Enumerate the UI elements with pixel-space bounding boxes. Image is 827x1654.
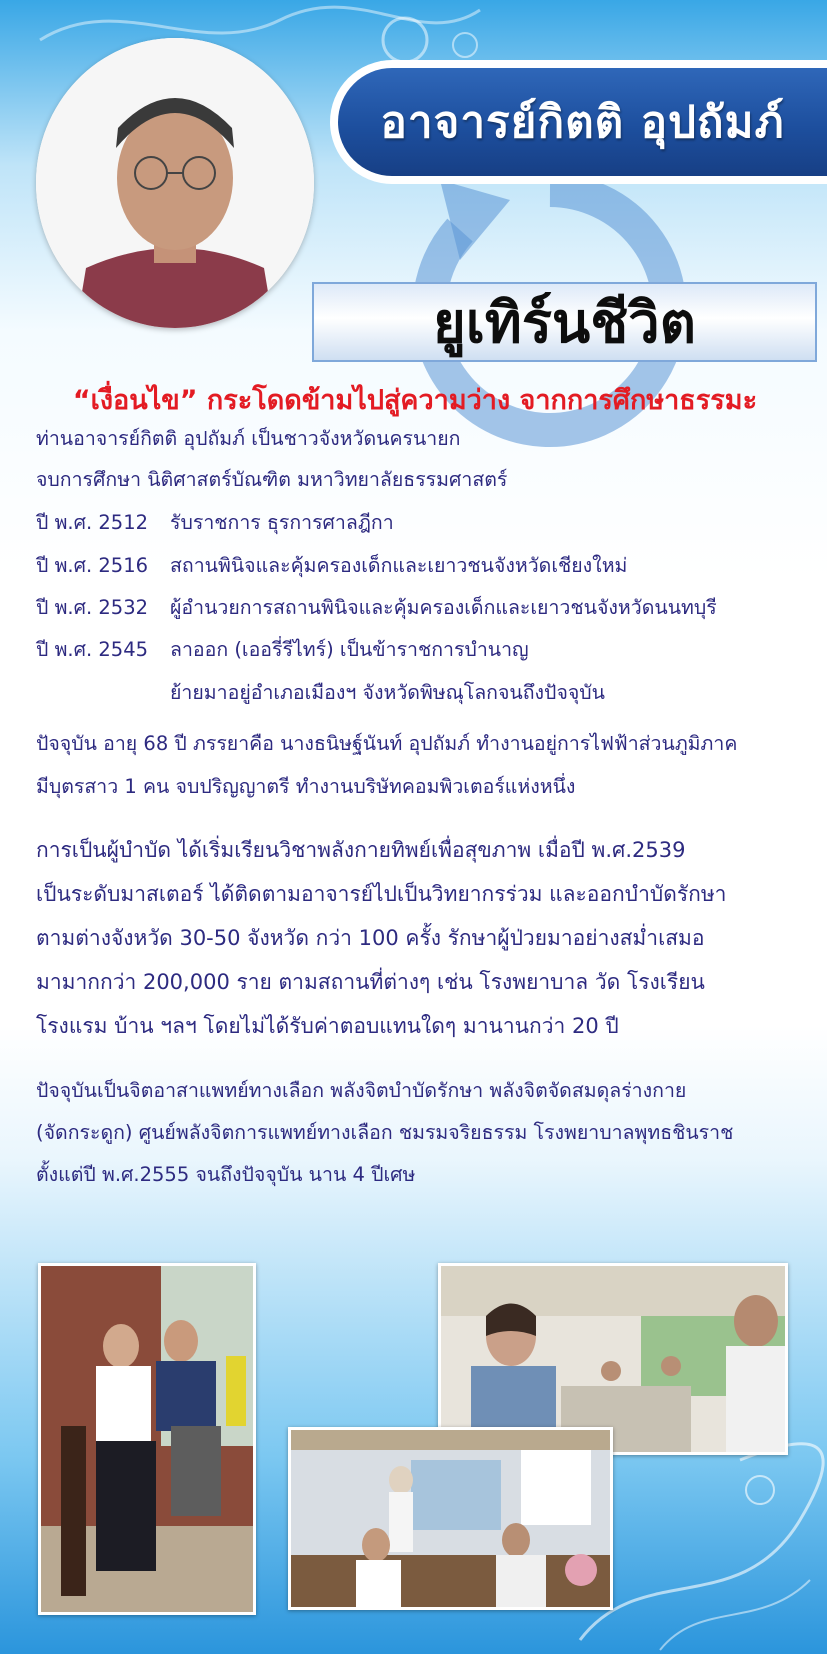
current-line: ปัจจุบันเป็นจิตอาสาแพทย์ทางเลือก พลังจิตบำบัดรักษา พลังจิตจัดสมดุลร่างกาย <box>36 1079 687 1102</box>
healer-line: ตามต่างจังหวัด 30-50 จังหวัด กว่า 100 ครั้ง รักษาผู้ป่วยมาอย่างสม่ำเสมอ <box>36 926 705 950</box>
photo-consultation <box>38 1263 256 1615</box>
timeline-year: ปี พ.ศ. 2545 <box>36 638 149 661</box>
timeline-year: ปี พ.ศ. 2516 <box>36 554 149 577</box>
intro-line: จบการศึกษา นิติศาสตร์บัณฑิต มหาวิทยาลัยธรรมศาสตร์ <box>36 468 508 491</box>
timeline-text: รับราชการ ธุรการศาลฎีกา <box>170 511 394 534</box>
name-banner <box>330 60 827 184</box>
intro-line: ท่านอาจารย์กิตติ อุปถัมภ์ เป็นชาวจังหวัดนครนายก <box>36 427 461 450</box>
portrait-photo <box>36 38 314 328</box>
timeline-text: สถานพินิจและคุ้มครองเด็กและเยาวชนจังหวัดเชียงใหม่ <box>170 554 628 577</box>
timeline-text: ผู้อำนวยการสถานพินิจและคุ้มครองเด็กและเยาวชนจังหวัดนนทบุรี <box>170 596 717 619</box>
timeline-year: ปี พ.ศ. 2512 <box>36 511 149 534</box>
healer-line: การเป็นผู้บำบัด ได้เริ่มเรียนวิชาพลังกายทิพย์เพื่อสุขภาพ เมื่อปี พ.ศ.2539 <box>36 838 686 862</box>
family-line: ปัจจุบัน อายุ 68 ปี ภรรยาคือ นางธนิษฐ์นันท์ อุปถัมภ์ ทำงานอยู่การไฟฟ้าส่วนภูมิภาค <box>36 732 738 755</box>
timeline-text: ลาออก (เออรี่รีไทร์) เป็นข้าราชการบำนาญ <box>170 638 529 661</box>
timeline-text: ย้ายมาอยู่อำเภอเมืองฯ จังหวัดพิษณุโลกจนถึงปัจจุบัน <box>170 681 605 704</box>
page-title: ยูเทิร์นชีวิต <box>432 290 697 356</box>
title-bar <box>312 282 817 362</box>
healer-line: มามากกว่า 200,000 ราย ตามสถานที่ต่างๆ เช่น โรงพยาบาล วัด โรงเรียน <box>36 970 705 994</box>
family-line: มีบุตรสาว 1 คน จบปริญญาตรี ทำงานบริษัทคอมพิวเตอร์แห่งหนึ่ง <box>36 775 576 798</box>
subtitle: “เงื่อนไข” กระโดดข้ามไปสู่ความว่าง จากการศึกษาธรรมะ <box>72 385 758 416</box>
photo-shrine-room <box>288 1427 613 1610</box>
healer-line: เป็นระดับมาสเตอร์ ได้ติดตามอาจารย์ไปเป็นวิทยากรร่วม และออกบำบัดรักษา <box>36 882 727 906</box>
current-line: (จัดกระดูก) ศูนย์พลังจิตการแพทย์ทางเลือก ชมรมจริยธรรม โรงพยาบาลพุทธชินราช <box>36 1121 734 1144</box>
healer-line: โรงแรม บ้าน ฯลฯ โดยไม่ได้รับค่าตอบแทนใดๆ มานานกว่า 20 ปี <box>36 1014 619 1038</box>
person-name: อาจารย์กิตติ อุปถัมภ์ <box>380 97 785 148</box>
timeline-year: ปี พ.ศ. 2532 <box>36 596 149 619</box>
current-line: ตั้งแต่ปี พ.ศ.2555 จนถึงปัจจุบัน นาน 4 ปีเศษ <box>36 1163 416 1186</box>
